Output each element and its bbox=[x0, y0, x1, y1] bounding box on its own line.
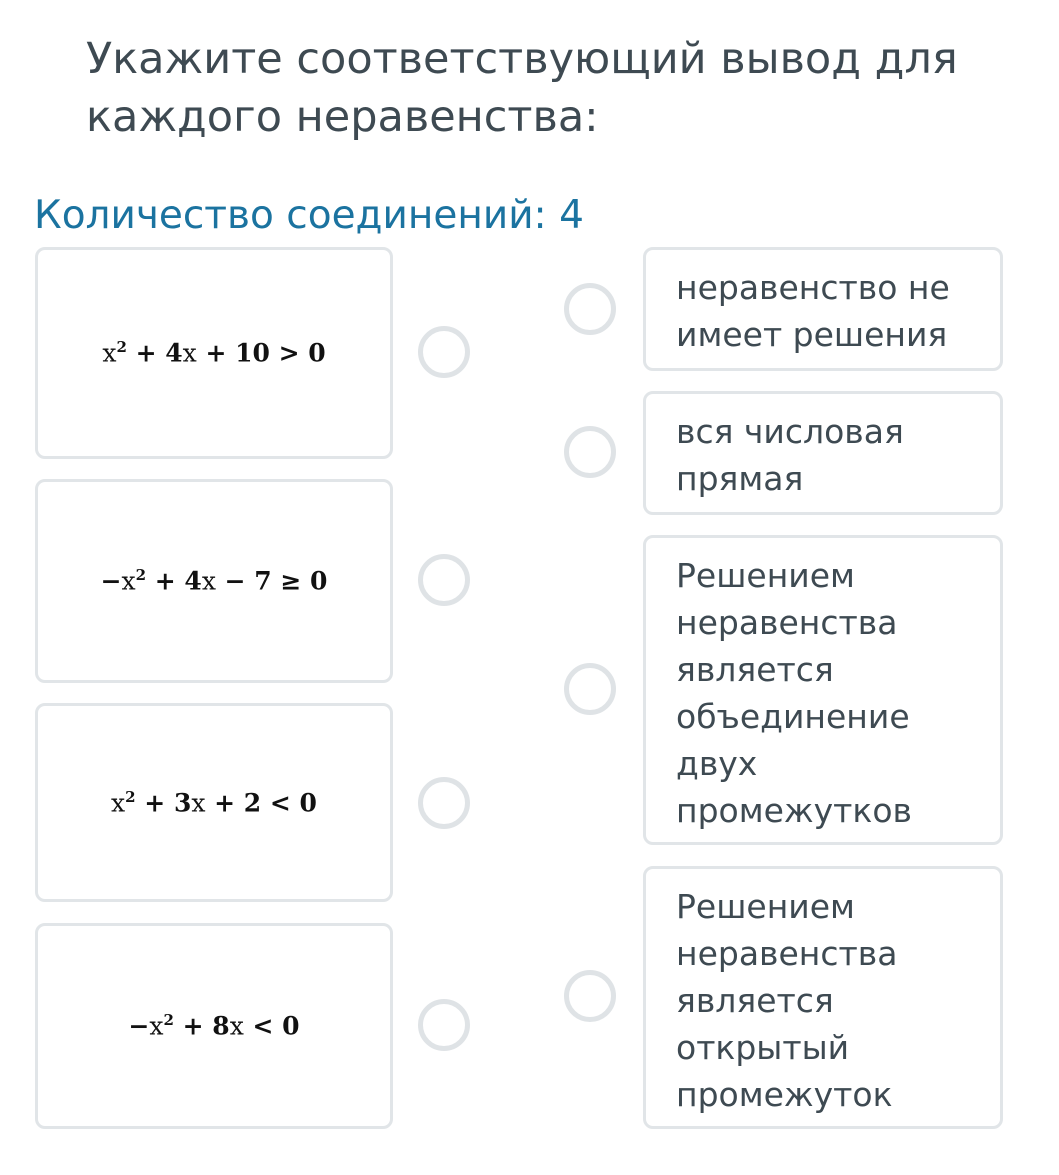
left-connector-1[interactable] bbox=[418, 326, 470, 378]
inequality-expression: $-x^2 + 8x < 0$ bbox=[128, 1011, 300, 1041]
left-connector-3[interactable] bbox=[418, 777, 470, 829]
right-connector-3[interactable] bbox=[564, 663, 616, 715]
question-title: Укажите соответствующий вывод для каждого неравенства: bbox=[86, 34, 958, 142]
left-connector-4[interactable] bbox=[418, 999, 470, 1051]
answer-card-3[interactable] bbox=[643, 535, 1003, 845]
left-connector-2[interactable] bbox=[418, 554, 470, 606]
inequality-expression: $x^2 + 3x + 2 < 0$ bbox=[111, 787, 317, 818]
inequality-card-1[interactable] bbox=[35, 247, 393, 459]
right-connector-1[interactable] bbox=[564, 283, 616, 335]
right-connector-2[interactable] bbox=[564, 426, 616, 478]
inequality-card-3[interactable] bbox=[35, 703, 393, 902]
inequality-card-4[interactable] bbox=[35, 923, 393, 1129]
answer-text: Решением неравенства является объединение двух промежутков bbox=[676, 556, 912, 830]
connections-count: Количество соединений: 4 bbox=[34, 193, 584, 238]
inequality-expression: $-x^2 + 4x - 7 \ge 0$ bbox=[100, 566, 328, 596]
right-connector-4[interactable] bbox=[564, 970, 616, 1022]
answer-card-1[interactable] bbox=[643, 247, 1003, 371]
inequality-expression: $x^2 + 4x + 10 > 0$ bbox=[102, 338, 326, 368]
answer-card-4[interactable] bbox=[643, 866, 1003, 1129]
answer-card-2[interactable] bbox=[643, 391, 1003, 515]
answer-text: Решением неравенства является открытый промежуток bbox=[676, 887, 898, 1114]
answer-text: неравенство не имеет решения bbox=[676, 268, 950, 354]
inequality-card-2[interactable] bbox=[35, 479, 393, 683]
answer-text: вся числовая прямая bbox=[676, 412, 904, 498]
